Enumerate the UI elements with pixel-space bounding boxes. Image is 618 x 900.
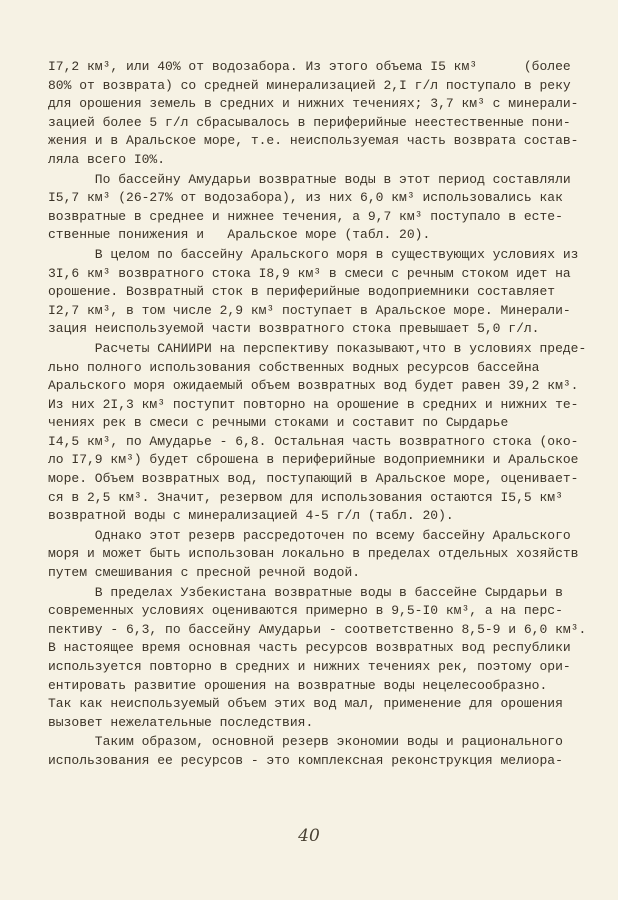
text-line: моря и может быть использован локально в пределах отдельных хозяйств — [48, 546, 579, 562]
text-line: ентировать развитие орошения на возвратные воды нецелесообразно. — [48, 677, 548, 693]
paragraph — [48, 733, 603, 770]
text-line: В настоящее время основная часть ресурсов возвратных вод республики — [48, 640, 571, 656]
text-line: вызовет нежелательные последствия. — [48, 714, 314, 730]
text-line: современных условиях оцениваются примерно в 9,5-I0 км³, а на перс- — [48, 603, 563, 619]
text-line: море. Объем возвратных вод, поступающий в Аральское море, оценивает- — [48, 471, 579, 487]
text-line: I7,2 км³, или 40% от водозабора. Из этого объема I5 км³ (более — [48, 59, 571, 74]
text-line: I4,5 км³, по Амударье - 6,8. Остальная часть возвратного стока (око- — [48, 433, 579, 449]
text-line: I2,7 км³, в том числе 2,9 км³ поступает в Аральское море. Минерали- — [48, 302, 571, 318]
text-line: путем смешивания с пресной речной водой. — [48, 565, 361, 581]
text-line: Так как неиспользуемый объем этих вод мал, применение для орошения — [48, 696, 563, 712]
text-line: используется повторно в средних и нижних течениях рек, поэтому ори- — [48, 659, 571, 674]
text-line: Таким образом, основной резерв экономии воды и рационального — [48, 734, 563, 750]
text-line: жения и в Аральское море, т.е. неиспользуемая часть возврата состав- — [48, 133, 579, 149]
text-line: Однако этот резерв рассредоточен по всему бассейну Аральского — [48, 527, 571, 543]
text-line: В целом по бассейну Аральского моря в существующих условиях из — [48, 246, 579, 262]
text-line: возвратной воды с минерализацией 4-5 г/л (табл. 20). — [48, 508, 454, 524]
text-line: чениях рек в смеси с речными стоками и составит по Сырдарье — [48, 415, 509, 431]
text-line: пективу - 6,3, по бассейну Амударьи - соответственно 8,5-9 и 6,0 км³. — [48, 621, 587, 637]
text-line: льно полного использования собственных водных ресурсов бассейна — [48, 359, 540, 375]
text-line: Расчеты САНИИРИ на перспективу показывают,что в условиях преде- — [48, 340, 587, 356]
text-line: ственные понижения и Аральское море (табл. 20). — [48, 227, 431, 243]
text-line: Из них 2I,3 км³ поступит повторно на орошение в средних и нижних те- — [48, 396, 579, 412]
paragraph — [48, 584, 603, 733]
text-line: 3I,6 км³ возвратного стока I8,9 км³ в смеси с речным стоком идет на — [48, 265, 571, 281]
text-line: орошение. Возвратный сток в периферийные водоприемники составляет — [48, 284, 556, 300]
paragraph — [48, 527, 603, 583]
text-line: использования ее ресурсов - это комплексная реконструкция мелиора- — [48, 752, 563, 768]
paragraph — [48, 171, 603, 245]
text-line: зацией более 5 г/л сбрасывалось в периферийные неестественные пони- — [48, 114, 571, 130]
text-line: для орошения земель в средних и нижних течениях; 3,7 км³ с минерали- — [48, 96, 579, 112]
text-line: зация неиспользуемой части возвратного стока превышает 5,0 г/л. — [48, 321, 540, 337]
paragraph — [48, 340, 603, 526]
page-number: 40 — [298, 826, 320, 846]
text-line: возвратные в среднее и нижнее течения, а 9,7 км³ поступало в есте- — [48, 208, 563, 224]
text-line: В пределах Узбекистана возвратные воды в бассейне Сырдарьи в — [48, 584, 563, 600]
paragraph — [48, 58, 603, 170]
text-line: ляла всего I0%. — [48, 151, 166, 167]
text-line: 80% от возврата) со средней минерализацией 2,I г/л поступало в реку — [48, 77, 571, 93]
text-line: Аральского моря ожидаемый объем возвратных вод будет равен 39,2 км³. — [48, 378, 579, 394]
text-line: I5,7 км³ (26-27% от водозабора), из них 6,0 км³ использовались как — [48, 190, 563, 206]
text-line: ся в 2,5 км³. Значит, резервом для использования остаются I5,5 км³ — [48, 489, 563, 505]
text-line: ло I7,9 км³) будет сброшена в периферийные водоприемники и Аральское — [48, 452, 579, 468]
document-body — [48, 58, 603, 772]
text-line: По бассейну Амударьи возвратные воды в этот период составляли — [48, 171, 571, 187]
paragraph — [48, 246, 603, 339]
